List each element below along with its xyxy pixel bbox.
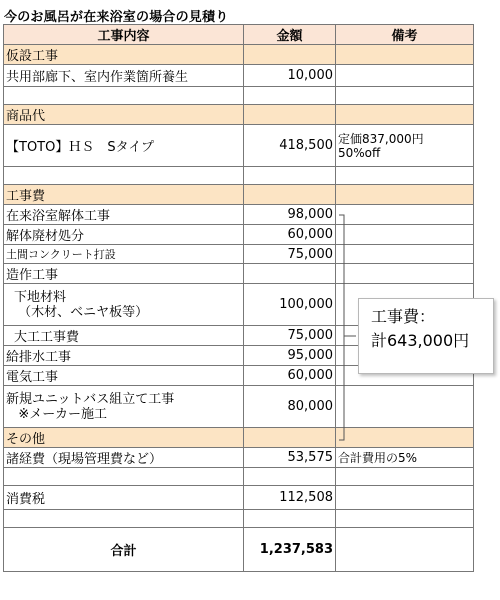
item-cell: 在来浴室解体工事 [4,205,244,225]
section-label: 工事費 [4,185,244,205]
header-note: 備考 [336,25,474,45]
section-row-temporary [4,45,474,65]
section-row-other [4,428,474,448]
amount-cell: 10,000 [244,65,336,87]
note-cell: 定価837,000円 50%off [336,125,474,167]
item-cell: 大工工事費 [4,326,244,346]
table-row [4,225,474,245]
table-header-row [4,25,474,45]
header-amount: 金額 [244,25,336,45]
table-row [4,486,474,510]
item-cell: 電気工事 [4,366,244,386]
section-row-construction [4,185,474,205]
item-cell: 新規ユニットバス組立て工事 ※メーカー施工 [4,386,244,428]
item-cell: 解体廃材処分 [4,225,244,245]
amount-cell: 60,000 [244,225,336,245]
bracket-icon [338,214,356,442]
item-cell: 消費税 [4,486,244,510]
total-amount: 1,237,583 [244,528,336,572]
table-row [4,125,474,167]
section-label: 商品代 [4,105,244,125]
amount-cell: 112,508 [244,486,336,510]
page-title: 今のお風呂が在来浴室の場合の見積り [4,10,229,25]
amount-cell: 75,000 [244,245,336,264]
amount-cell: 418,500 [244,125,336,167]
amount-cell: 75,000 [244,326,336,346]
section-label: 仮設工事 [4,45,244,65]
table-row [4,245,474,264]
item-cell: 【TOTO】ＨＳ Sタイプ [4,125,244,167]
note-cell: 合計費用の5% [336,448,474,468]
header-item: 工事内容 [4,25,244,45]
item-cell: 諸経費（現場管理費など） [4,448,244,468]
item-cell: 共用部廊下、室内作業箇所養生 [4,65,244,87]
table-row [4,448,474,468]
amount-cell [244,264,336,284]
callout-line2: 計643,000円 [371,331,470,350]
amount-cell: 95,000 [244,346,336,366]
section-label: その他 [4,428,244,448]
construction-cost-callout [358,298,494,374]
amount-cell: 100,000 [244,284,336,326]
table-row [4,65,474,87]
total-label: 合計 [4,528,244,572]
amount-cell: 60,000 [244,366,336,386]
item-cell: 造作工事 [4,264,244,284]
total-row [4,528,474,572]
amount-cell: 53,575 [244,448,336,468]
section-row-product [4,105,474,125]
amount-cell: 98,000 [244,205,336,225]
table-row [4,205,474,225]
item-cell: 下地材料 （木材、ベニヤ板等） [4,284,244,326]
table-row [4,264,474,284]
amount-cell: 80,000 [244,386,336,428]
callout-line1: 工事費： [371,307,436,326]
table-row [4,386,474,428]
item-cell: 給排水工事 [4,346,244,366]
item-cell: 土間コンクリート打設 [4,245,244,264]
